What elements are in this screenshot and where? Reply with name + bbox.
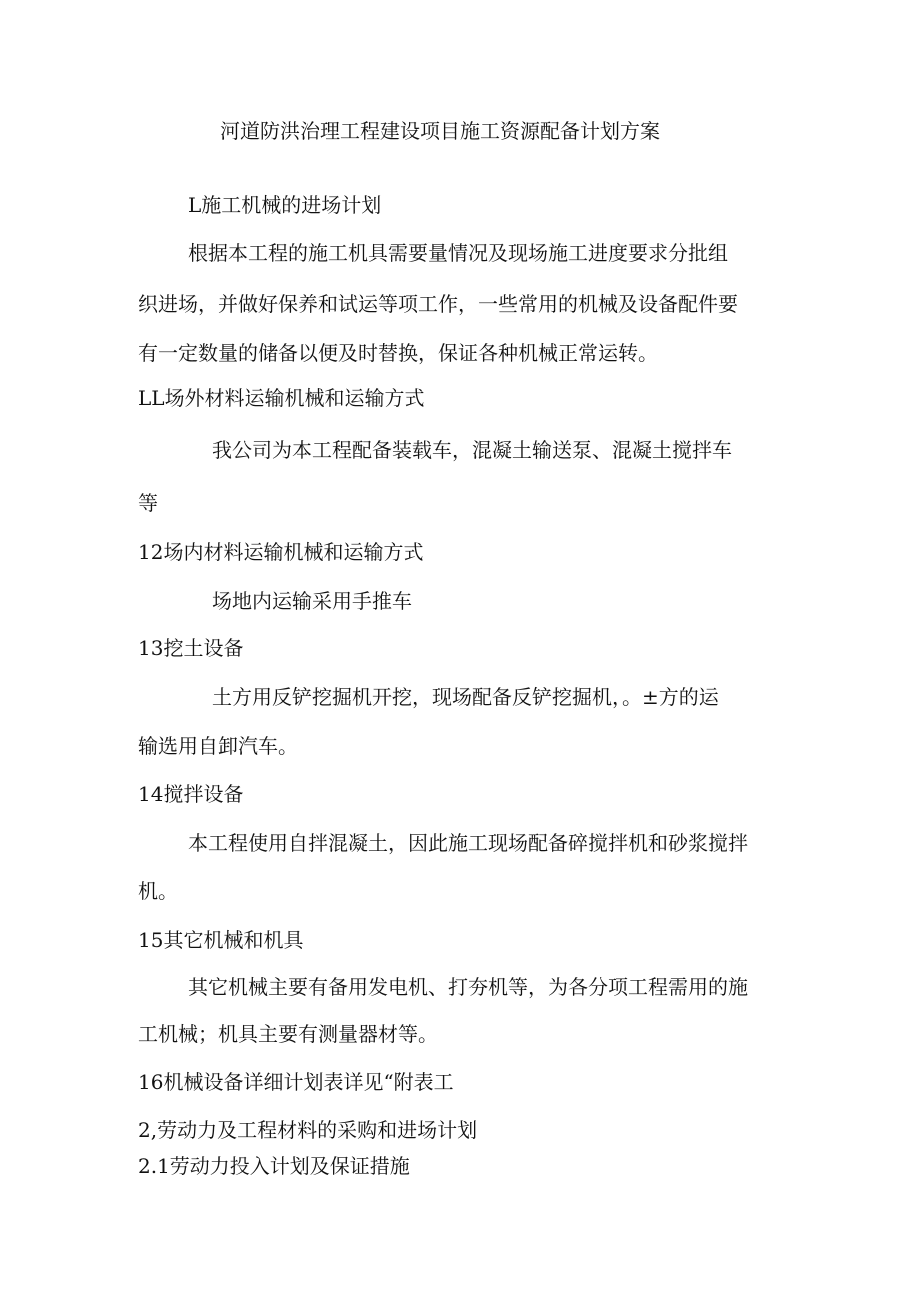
section-heading: 16机械设备详细计划表详见“附表工 [138,1070,454,1094]
section-heading: 13挖土设备 [138,636,244,660]
body-line: 土方用反铲挖掘机开挖，现场配备反铲挖掘机，。±方的运 [212,685,719,709]
body-line: 等 [138,491,158,515]
body-line: 有一定数量的储备以便及时替换，保证各种机械正常运转。 [138,341,658,365]
body-line: 我公司为本工程配备装载车，混凝土输送泵、混凝土搅拌车 [212,438,732,462]
section-heading: 2,劳动力及工程材料的采购和进场计划 [138,1118,478,1142]
section-heading: 12场内材料运输机械和运输方式 [138,540,424,564]
section-heading: LL场外材料运输机械和运输方式 [138,386,425,410]
body-line: 根据本工程的施工机具需要量情况及现场施工进度要求分批组 [188,241,728,265]
body-line: 工机械；机具主要有测量器材等。 [138,1022,438,1046]
body-line: 场地内运输采用手推车 [212,589,412,613]
document-title: 河道防洪治理工程建设项目施工资源配备计划方案 [220,119,660,143]
body-line: 输选用自卸汽车。 [138,734,298,758]
section-heading: 14搅拌设备 [138,782,244,806]
section-heading: 15其它机械和机具 [138,928,304,952]
section-heading: 2.1劳动力投入计划及保证措施 [138,1154,410,1178]
body-line: 其它机械主要有备用发电机、打夯机等，为各分项工程需用的施 [188,975,748,999]
body-line: 机。 [138,879,178,903]
body-line: 本工程使用自拌混凝土，因此施工现场配备碎搅拌机和砂浆搅拌 [188,831,748,855]
section-heading: L施工机械的进场计划 [188,193,382,217]
body-line: 织进场，并做好保养和试运等项工作，一些常用的机械及设备配件要 [138,292,738,316]
